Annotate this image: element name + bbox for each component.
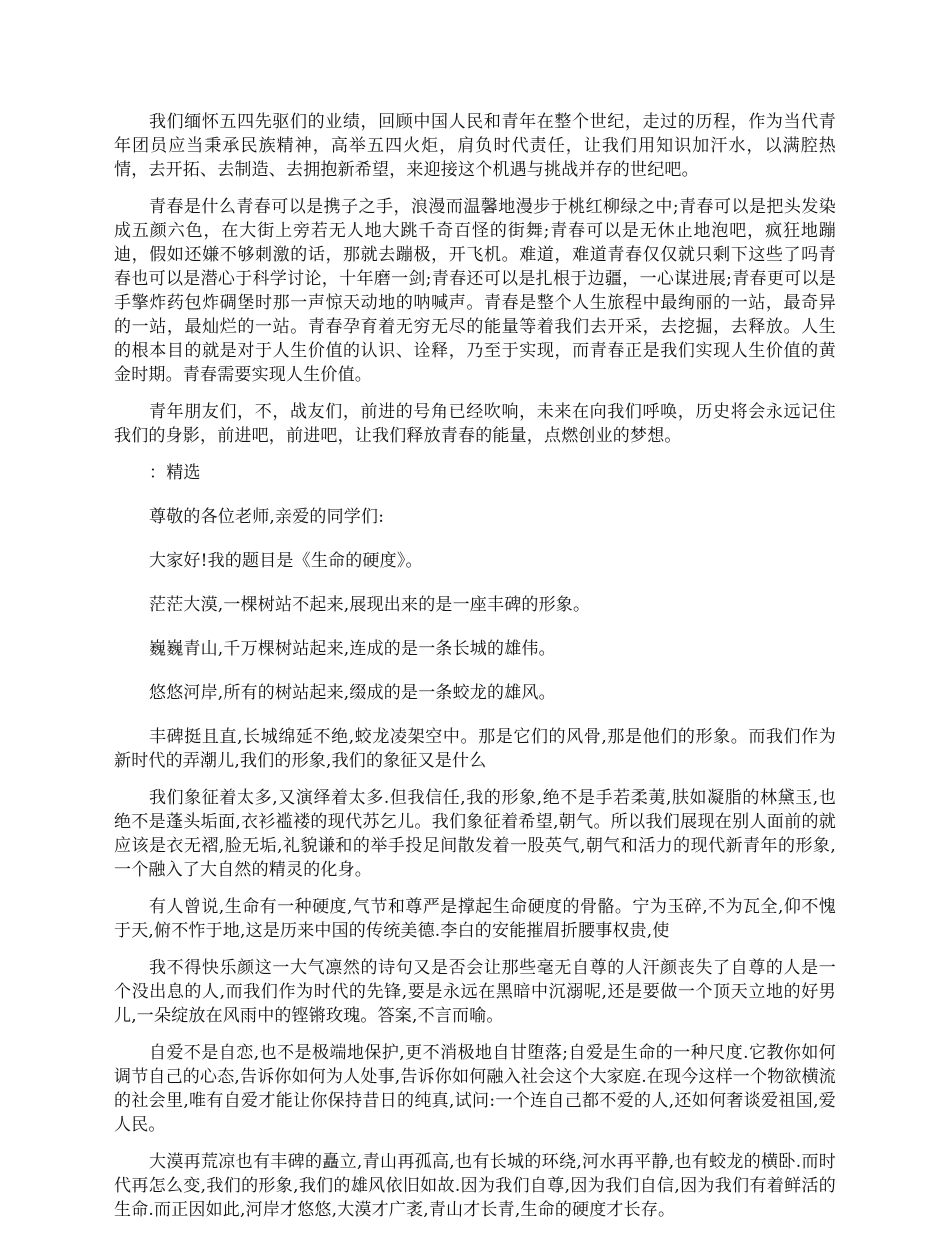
section-label-jingxuan: ：精选 (149, 463, 201, 483)
greeting-line: 尊敬的各位老师,亲爱的同学们: (149, 507, 385, 527)
paragraph-desert: 茫茫大漠,一棵树站不起来,展现出来的是一座丰碑的形象。 (149, 595, 591, 615)
paragraph-symbol: 我们象征着太多,又演绎着太多.但我信任,我的形象,绝不是手若柔荑,肤如凝脂的林黛玉,也绝不是蓬头垢面,衣衫褴褛的现代苏乞儿。我们象征着希望,朝气。所以我们展现在别人面前的就应该是衣无褶,脸无垢,礼貌谦和的举手投足间散发着一股英气,朝气和活力的现代新青年的形象,一个融入了大自然的精灵的化身。 (114, 788, 836, 880)
paragraph-3: 青年朋友们，不，战友们，前进的号角已经吹响，未来在向我们呼唤，历史将会永远记住我们的身影，前进吧，前进吧，让我们释放青春的能量，点燃创业的梦想。 (114, 402, 836, 446)
paragraph-2: 青春是什么青春可以是携子之手，浪漫而温馨地漫步于桃红柳绿之中;青春可以是把头发染成五颜六色，在大街上旁若无人地大跳千奇百怪的街舞;青春可以是无休止地泡吧，疯狂地蹦迪，假如还嫌不够刺激的话，那就去蹦极，开飞机。难道，难道青春仅仅就只剩下这些了吗青春也可以是潜心于科学讨论，十年磨一剑;青春还可以是扎根于边疆，一心谋进展;青春更可以是手擎炸药包炸碉堡时那一声惊天动地的呐喊声。青春是整个人生旅程中最绚丽的一站，最奇异的一站，最灿烂的一站。青春孕育着无穷无尽的能量等着我们去开采，去挖掘，去释放。人生的根本目的就是对于人生价值的认识、诠释，乃至于实现，而青春正是我们实现人生价值的黄金时期。青春需要实现人生价值。 (114, 197, 836, 385)
paragraph-self-respect: 我不得快乐颜这一大气凛然的诗句又是否会让那些毫无自尊的人汗颜丧失了自尊的人是一个没出息的人,而我们作为时代的先锋,要是永远在黑暗中沉溺呢,还是要做一个顶天立地的好男儿,一朵绽放在风雨中的铿锵玫瑰。答案,不言而喻。 (114, 958, 836, 1026)
paragraph-monument: 丰碑挺且直,长城绵延不绝,蛟龙凌架空中。那是它们的风骨,那是他们的形象。而我们作为新时代的弄潮儿,我们的形象,我们的象征又是什么 (114, 727, 836, 771)
paragraph-riverbank: 悠悠河岸,所有的树站起来,缀成的是一条蛟龙的雄风。 (149, 683, 556, 703)
speech-title-line: 大家好!我的题目是《生命的硬度》。 (149, 551, 423, 571)
paragraph-hardness: 有人曾说,生命有一种硬度,气节和尊严是撑起生命硬度的骨骼。宁为玉碎,不为瓦全,仰不愧于天,俯不怍于地,这是历来中国的传统美德.李白的安能摧眉折腰事权贵,使 (114, 897, 836, 941)
paragraph-conclusion: 大漠再荒凉也有丰碑的矗立,青山再孤高,也有长城的环绕,河水再平静,也有蛟龙的横卧.而时代再怎么变,我们的形象,我们的雄风依旧如故.因为我们自尊,因为我们自信,因为我们有着鲜活的生命.而正因如此,河岸才悠悠,大漠才广袤,青山才长青,生命的硬度才长存。 (114, 1152, 836, 1220)
paragraph-1: 我们缅怀五四先驱们的业绩，回顾中国人民和青年在整个世纪，走过的历程，作为当代青年团员应当秉承民族精神，高举五四火炬，肩负时代责任，让我们用知识加汗水，以满腔热情，去开拓、去制造、去拥抱新希望，来迎接这个机遇与挑战并存的世纪吧。 (114, 112, 836, 180)
document-page (114, 110, 836, 1235)
paragraph-mountain: 巍巍青山,千万棵树站起来,连成的是一条长城的雄伟。 (149, 639, 556, 659)
paragraph-self-love: 自爱不是自恋,也不是极端地保护,更不消极地自甘堕落;自爱是生命的一种尺度.它教你如何调节自己的心态,告诉你如何为人处事,告诉你如何融入社会这个大家庭.在现今这样一个物欲横流的社会里,唯有自爱才能让你保持昔日的纯真,试问:一个连自己都不爱的人,还如何奢谈爱祖国,爱人民。 (114, 1043, 837, 1135)
